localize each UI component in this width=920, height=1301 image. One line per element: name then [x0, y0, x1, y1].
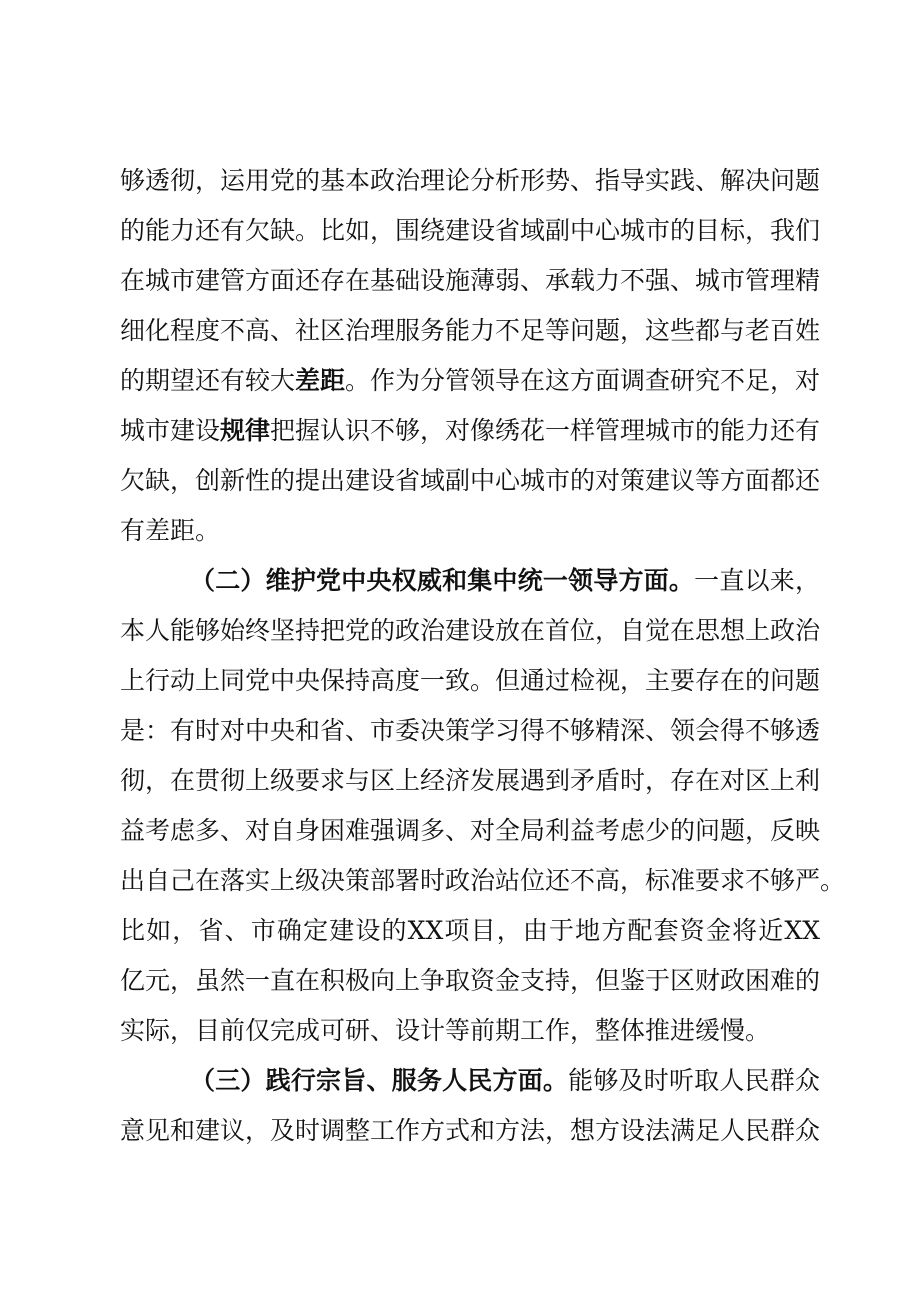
paragraph-line [120, 813, 820, 849]
line-text: 细化程度不高、社区治理服务能力不足等问题，这些都与老百姓 [120, 316, 821, 345]
line-text: 实际，目前仅完成可研、设计等前期工作，整体推进缓慢。 [120, 1016, 771, 1045]
line-text: 欠缺，创新性的提出建设省域副中心城市的对策建议等方面都还 [120, 466, 821, 495]
line-text: 把握认识不够，对像绣花一样管理城市的能力还有 [270, 416, 821, 445]
line-text: 亿元，虽然一直在积极向上争取资金支持，但鉴于区财政困难的 [120, 966, 821, 995]
line-text: 一直以来， [694, 566, 820, 595]
line-text: 的能力还有欠缺。比如，围绕建设省域副中心城市的目标，我们 [120, 216, 821, 245]
line-text: 上行动上同党中央保持高度一致。但通过检视，主要存在的问题 [120, 666, 821, 695]
line-text: 能够及时听取人民群众 [568, 1066, 820, 1095]
bold-keyword: 差距 [295, 366, 346, 395]
line-text: 够透彻，运用党的基本政治理论分析形势、指导实践、解决问题 [120, 166, 821, 195]
section-heading-line [190, 1063, 820, 1099]
bold-keyword: 规律 [220, 416, 271, 445]
paragraph-line [120, 1013, 820, 1049]
line-text: 。作为分管领导在这方面调查研究不足，对 [345, 366, 821, 395]
paragraph-line [120, 913, 820, 949]
paragraph-line [120, 1113, 820, 1149]
section-heading: （三）践行宗旨、服务人民方面。 [190, 1066, 569, 1095]
paragraph-line [120, 313, 820, 349]
line-text: 本人能够始终坚持把党的政治建设放在首位，自觉在思想上政治 [120, 616, 821, 645]
paragraph-line [120, 163, 820, 199]
line-text: 城市建设 [120, 416, 221, 445]
paragraph-line [120, 663, 820, 699]
line-text: 彻，在贯彻上级要求与区上经济发展遇到矛盾时，存在对区上利 [120, 766, 821, 795]
paragraph-line [120, 463, 820, 499]
section-heading: （二）维护党中央权威和集中统一领导方面。 [190, 566, 695, 595]
paragraph-line [120, 763, 820, 799]
paragraph-line [120, 363, 820, 399]
line-text: 在城市建管方面还存在基础设施薄弱、承载力不强、城市管理精 [120, 266, 821, 295]
paragraph-line [120, 713, 820, 749]
paragraph-line [120, 263, 820, 299]
line-text: 意见和建议，及时调整工作方式和方法，想方设法满足人民群众 [120, 1116, 821, 1145]
paragraph-line [120, 863, 846, 899]
line-text: 的期望还有较大 [120, 366, 296, 395]
paragraph-line [120, 963, 820, 999]
line-text: 出自己在落实上级决策部署时政治站位还不高，标准要求不够严。 [120, 866, 846, 895]
paragraph-line [120, 213, 820, 249]
section-heading-line [190, 563, 820, 599]
paragraph-line [120, 413, 820, 449]
line-text: 比如，省、市确定建设的XX项目，由于地方配套资金将近XX [120, 916, 820, 945]
line-text: 是：有时对中央和省、市委决策学习得不够精深、领会得不够透 [120, 716, 821, 745]
line-text: 益考虑多、对自身困难强调多、对全局利益考虑少的问题，反映 [120, 816, 821, 845]
line-text: 有差距。 [120, 516, 221, 545]
paragraph-line [120, 513, 820, 549]
paragraph-line [120, 613, 820, 649]
